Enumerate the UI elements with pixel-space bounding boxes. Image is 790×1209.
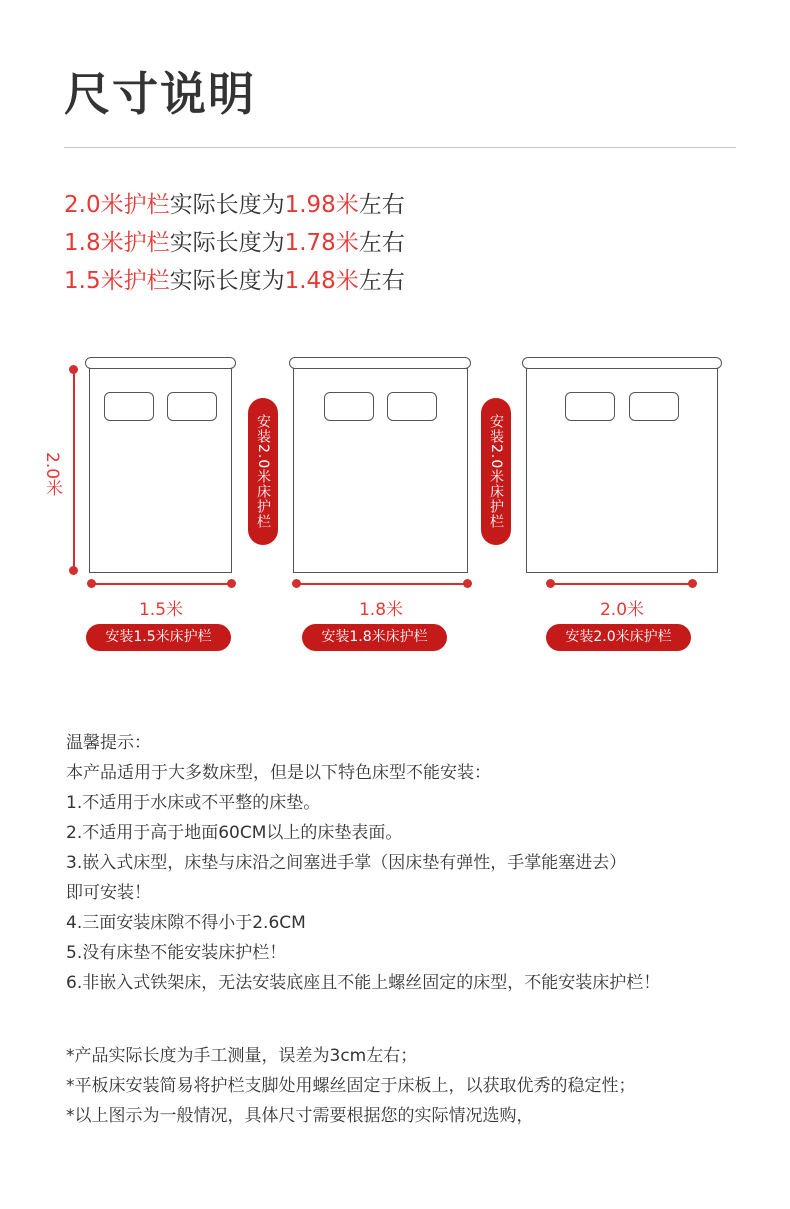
bed-frame [293,368,468,573]
bed-frame [526,368,718,573]
width-label: 2.0米 [599,600,645,620]
pillow [629,392,679,421]
tips-heading: 温馨提示： [66,733,151,753]
tip-line: 5.没有床垫不能安装床护栏！ [66,943,287,963]
spec-actual: 1.48米 [284,268,359,294]
dimension-dot [227,579,236,588]
tips-section [66,728,660,998]
footnote-line: *平板床安装简易将护栏支脚处用螺丝固定于床板上，以获取优秀的稳定性； [66,1076,636,1096]
side-install-label: 安装2.0米床护栏 [255,413,271,530]
length-label: 2.0米 [42,452,62,497]
spec-size: 2.0米护栏 [64,192,170,218]
pillow [104,392,154,421]
dimension-dot [463,579,472,588]
spec-middle: 实际长度为 [169,268,285,294]
dimension-dot [546,579,555,588]
length-dimension-line [73,369,75,571]
dimension-dot [292,579,301,588]
spec-middle: 实际长度为 [169,192,285,218]
pillow [167,392,217,421]
dimension-dot [69,566,78,575]
footnote-line: *以上图示为一般情况，具体尺寸需要根据您的实际情况选购， [66,1106,534,1126]
pillow [387,392,437,421]
side-install-label: 安装2.0米床护栏 [488,413,504,530]
pillow [565,392,615,421]
width-dimension-line [91,583,231,585]
spec-size: 1.8米护栏 [64,230,170,256]
spec-suffix: 左右 [358,230,405,256]
tip-line: 2.不适用于高于地面60CM以上的床垫表面。 [66,823,403,843]
spec-suffix: 左右 [358,268,405,294]
tip-line: 3.嵌入式床型，床垫与床沿之间塞进手掌（因床垫有弹性，手掌能塞进去） [66,853,627,873]
dimension-dot [87,579,96,588]
spec-actual: 1.98米 [284,192,359,218]
tip-line: 本产品适用于大多数床型，但是以下特色床型不能安装： [66,763,491,783]
dimension-dot [69,365,78,374]
spec-actual: 1.78米 [284,230,359,256]
spec-size: 1.5米护栏 [64,268,170,294]
width-dimension-line [550,583,692,585]
side-install-badge [481,398,511,545]
tip-line: 4.三面安装床隙不得小于2.6CM [66,913,306,933]
width-label: 1.5米 [138,600,184,620]
install-badge: 安装1.5米床护栏 [86,624,231,651]
install-badge: 安装2.0米床护栏 [546,624,691,651]
dimension-dot [688,579,697,588]
pillow [324,392,374,421]
tip-line: 即可安装！ [66,883,151,903]
tip-line: 1.不适用于水床或不平整的床垫。 [66,793,321,813]
width-label: 1.8米 [358,600,404,620]
footnote-line: *产品实际长度为手工测量，误差为3cm左右； [66,1046,418,1066]
spec-suffix: 左右 [358,192,405,218]
tip-line: 6.非嵌入式铁架床，无法安装底座且不能上螺丝固定的床型，不能安装床护栏！ [66,973,661,993]
spec-middle: 实际长度为 [169,230,285,256]
footnotes [66,1041,636,1131]
install-badge: 安装1.8米床护栏 [302,624,447,651]
side-install-badge [248,398,278,545]
page-title: 尺寸说明 [64,67,256,121]
width-dimension-line [296,583,467,585]
